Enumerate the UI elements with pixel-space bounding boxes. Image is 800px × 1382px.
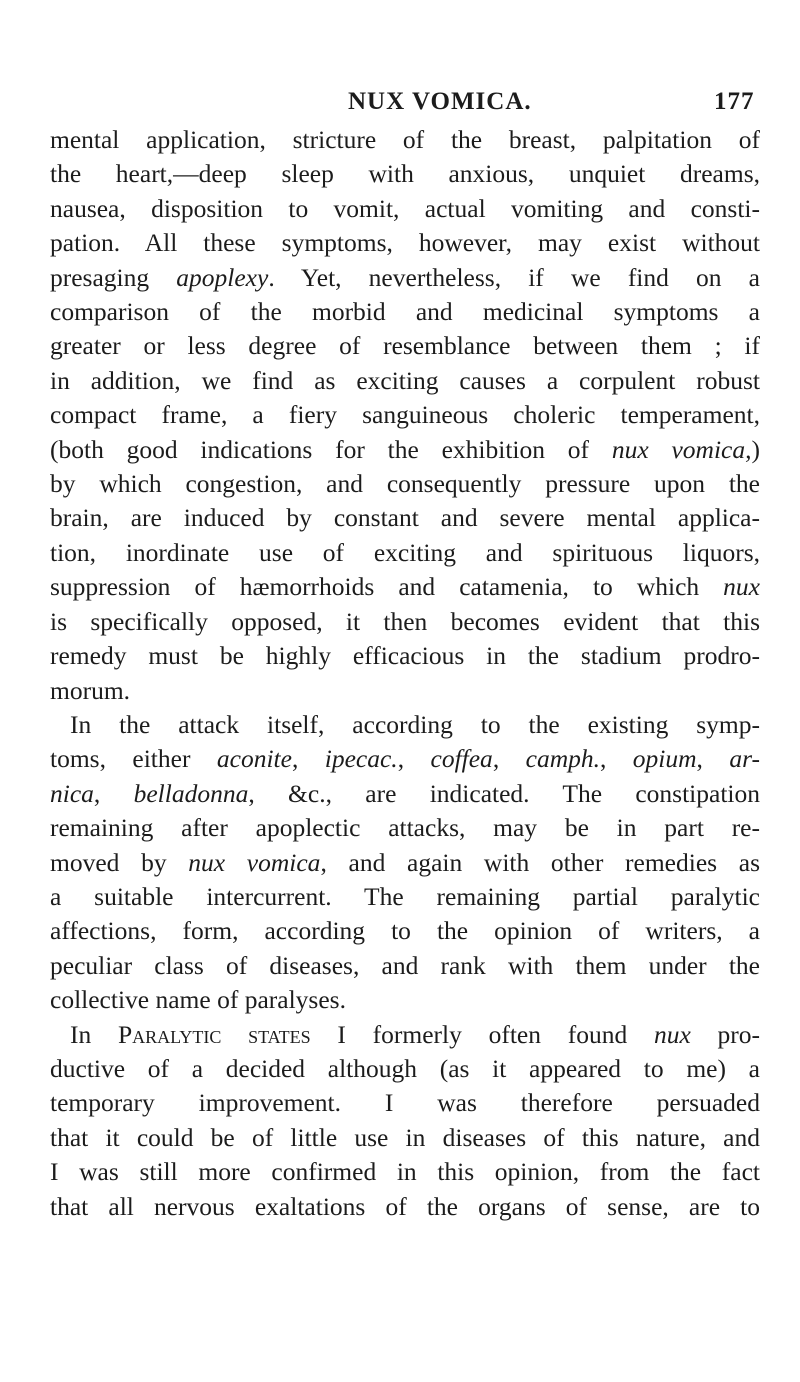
running-title: NUX VOMICA. (348, 88, 532, 115)
italic-term: camph. (525, 744, 600, 774)
text-line (50, 536, 760, 570)
text-line (50, 398, 760, 432)
small-caps-heading: Paralytic states (117, 1019, 311, 1049)
text-segment: , (696, 744, 730, 774)
text-line (50, 846, 760, 880)
text-segment: is specifically opposed, it then becomes evident that this (50, 606, 760, 636)
text-segment: I was still more confirmed in this opinion, from the fact (50, 1157, 760, 1187)
text-segment: , (492, 744, 526, 774)
italic-term: nica (50, 778, 94, 808)
text-line (50, 1155, 760, 1189)
italic-term: nux vomica (188, 847, 321, 877)
text-segment: in addition, we find as exciting causes a corpulent robust (50, 365, 760, 395)
text-segment: comparison of the morbid and medicinal symptoms a (50, 297, 760, 327)
text-segment: peculiar class of diseases, and rank with them under the (50, 950, 760, 980)
text-line (50, 949, 760, 983)
text-line (50, 501, 760, 535)
text-line (50, 1190, 760, 1224)
text-line (50, 639, 760, 673)
text-line (50, 674, 760, 708)
text-segment: brain, are induced by constant and severe mental applica- (50, 503, 760, 533)
text-segment: tion, inordinate use of exciting and spirituous liquors, (50, 537, 760, 567)
text-segment: remedy must be highly efficacious in the stadium prodro- (50, 641, 760, 671)
italic-term: ipecac. (324, 744, 398, 774)
text-segment: ductive of a decided although (as it appeared to me) a (50, 1053, 760, 1083)
text-segment: , (599, 744, 633, 774)
text-line (50, 742, 760, 776)
text-line (50, 708, 760, 742)
text-segment: , (93, 778, 134, 808)
italic-term: apoplexy (176, 262, 269, 292)
text-line (50, 1052, 760, 1086)
text-line (50, 1086, 760, 1120)
text-line (50, 123, 760, 157)
text-segment: morum. (50, 675, 131, 705)
text-segment: toms, either (50, 744, 217, 774)
text-segment: presaging (50, 262, 177, 292)
italic-term: ar- (729, 744, 761, 774)
text-line (50, 777, 760, 811)
italic-term: aconite (216, 744, 292, 774)
text-line (50, 1121, 760, 1155)
italic-term: belladonna (133, 778, 249, 808)
text-line (50, 261, 760, 295)
italic-term: nux (723, 572, 760, 602)
text-segment: . Yet, nevertheless, if we find on a (268, 262, 760, 292)
text-segment: I formerly often found (310, 1019, 654, 1049)
text-line (50, 983, 760, 1017)
text-line (50, 157, 760, 191)
text-line (50, 1018, 760, 1052)
text-segment: (both good indications for the exhibition of (50, 434, 612, 464)
text-segment: suppression of hæmorrhoids and catamenia, to which (50, 572, 724, 602)
text-segment: affections, form, according to the opinion of writers, a (50, 916, 760, 946)
text-segment: greater or less degree of resemblance between them ; if (50, 331, 760, 361)
text-segment: pro- (690, 1019, 761, 1049)
text-line (50, 467, 760, 501)
italic-term: nux (653, 1019, 691, 1049)
text-segment: In the attack itself, according to the existing symp- (70, 709, 760, 739)
italic-term: opium (632, 744, 697, 774)
text-segment: , and again with other remedies as (320, 847, 760, 877)
text-segment: pation. All these symptoms, however, may exist without (50, 228, 760, 258)
italic-term: nux vomica, (611, 434, 752, 464)
text-line (50, 192, 760, 226)
running-head (0, 88, 800, 116)
text-segment: collective name of paralyses. (50, 985, 346, 1015)
text-line (50, 329, 760, 363)
page-number: 177 (714, 88, 755, 115)
text-segment: nausea, disposition to vomit, actual vomiting and consti- (50, 193, 760, 223)
text-line (50, 605, 760, 639)
text-line (50, 811, 760, 845)
text-line (50, 295, 760, 329)
text-segment: , &c., are indicated. The constipation (248, 778, 761, 808)
text-segment: that all nervous exaltations of the organs of sense, are to (50, 1191, 760, 1221)
text-line (50, 226, 760, 260)
italic-term: coffea (430, 744, 493, 774)
text-line (50, 433, 760, 467)
text-line (50, 364, 760, 398)
text-segment: ) (751, 434, 760, 464)
text-segment: moved by (50, 847, 189, 877)
text-line (50, 880, 760, 914)
text-segment: the heart,—deep sleep with anxious, unquiet dreams, (50, 159, 760, 189)
text-segment: that it could be of little use in diseases of this nature, and (50, 1122, 760, 1152)
text-segment: remaining after apoplectic attacks, may be in part re- (50, 813, 760, 843)
text-segment: , (397, 744, 431, 774)
text-segment: by which congestion, and consequently pressure upon the (50, 469, 760, 499)
text-segment: mental application, stricture of the breast, palpitation of (50, 125, 760, 154)
text-segment: In (70, 1019, 118, 1049)
text-segment: temporary improvement. I was therefore persuaded (50, 1088, 760, 1118)
body-text (50, 123, 760, 1224)
text-line (50, 914, 760, 948)
text-segment: , (291, 744, 325, 774)
text-segment: a suitable intercurrent. The remaining partial paralytic (50, 881, 760, 911)
text-line (50, 570, 760, 604)
text-segment: compact frame, a fiery sanguineous choleric temperament, (50, 400, 760, 430)
